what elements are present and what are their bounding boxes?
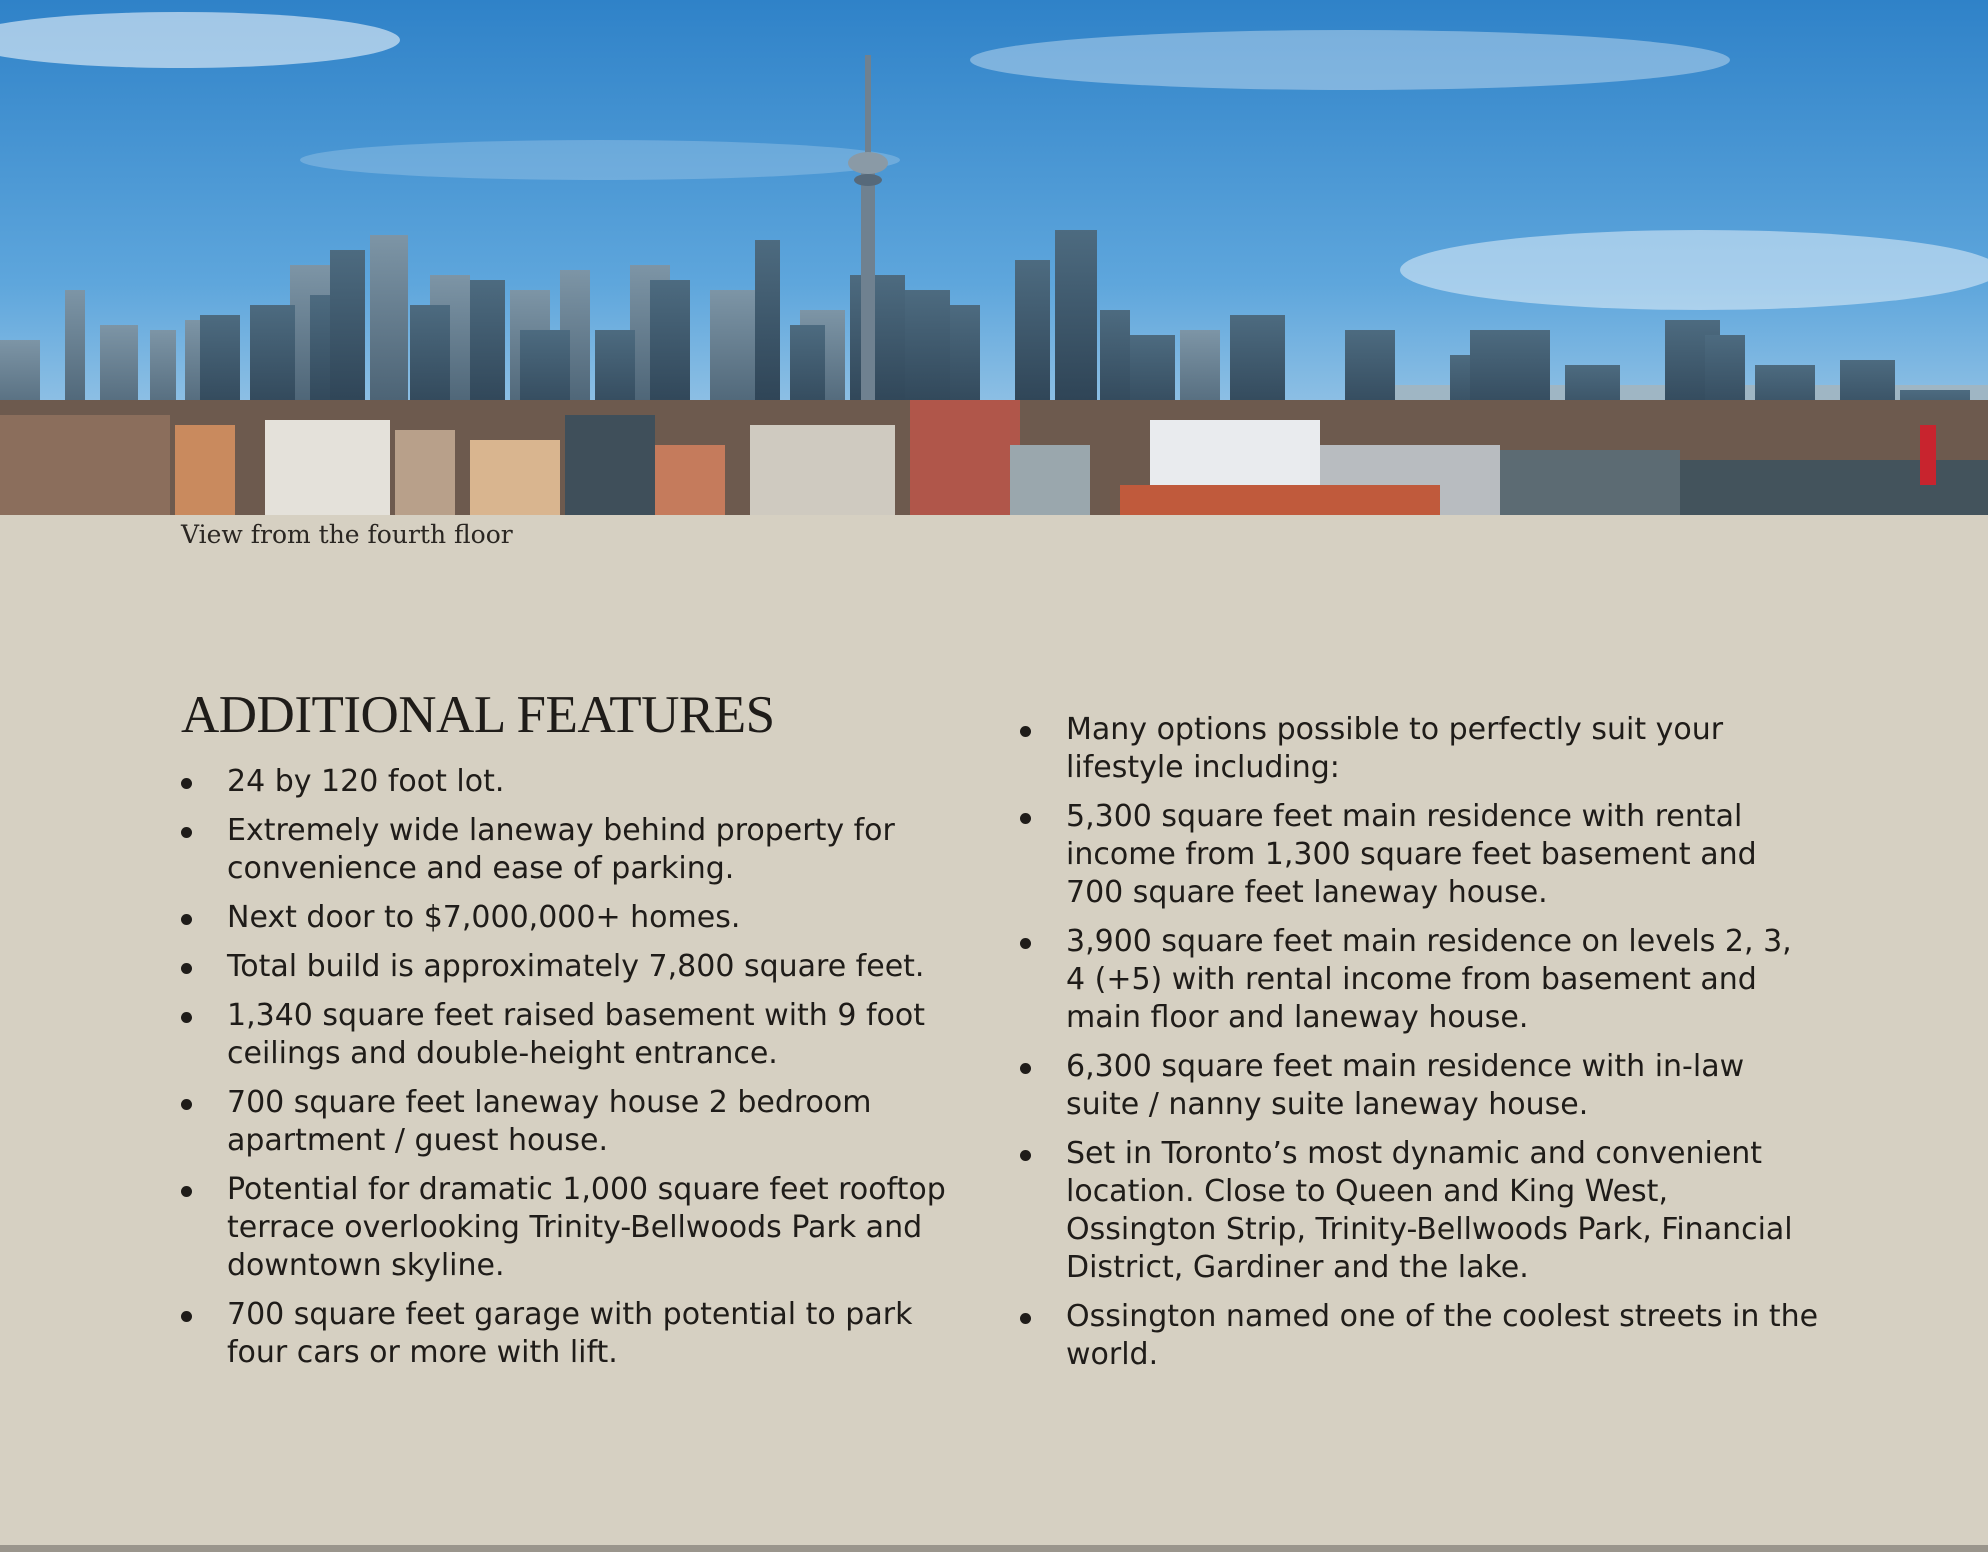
list-item	[181, 997, 981, 1073]
bullet-icon	[1020, 938, 1031, 949]
list-item	[1020, 798, 1820, 912]
list-item-text: Many options possible to perfectly suit your lifestyle including:	[1066, 712, 1724, 785]
list-item-text: 1,340 square feet raised basement with 9 foot ceilings and double-height entrance.	[227, 998, 925, 1071]
list-item	[1020, 923, 1820, 1037]
list-item-text: Set in Toronto’s most dynamic and convenient location. Close to Queen and King West, Ossington Strip, Trinity-Bellwoods Park, Financial District, Gardiner and the lake.	[1066, 1136, 1793, 1285]
bullet-icon	[181, 1099, 192, 1110]
list-item-text: 6,300 square feet main residence with in-law suite / nanny suite laneway house.	[1066, 1049, 1745, 1122]
list-item	[181, 1084, 981, 1160]
list-item-text: 700 square feet garage with potential to park four cars or more with lift.	[227, 1297, 913, 1370]
list-item-text: 3,900 square feet main residence on levels 2, 3, 4 (+5) with rental income from basement and main floor and laneway house.	[1066, 924, 1792, 1035]
list-item-text: 24 by 120 foot lot.	[227, 764, 505, 799]
skyline-photo	[0, 0, 1988, 515]
list-item	[181, 1296, 981, 1372]
list-item-text: Total build is approximately 7,800 square feet.	[227, 949, 925, 984]
list-item	[1020, 711, 1820, 787]
list-item-text: Ossington named one of the coolest streets in the world.	[1066, 1299, 1819, 1372]
bullet-icon	[181, 1186, 192, 1197]
list-item	[181, 763, 981, 801]
bullet-icon	[1020, 1313, 1031, 1324]
list-item-text: Next door to $7,000,000+ homes.	[227, 900, 741, 935]
bullet-icon	[181, 963, 192, 974]
bullet-icon	[1020, 726, 1031, 737]
photo-caption: View from the fourth floor	[181, 520, 513, 549]
list-item	[181, 899, 981, 937]
bullet-icon	[181, 778, 192, 789]
page-bottom-rule	[0, 1545, 1988, 1552]
list-item-text: 5,300 square feet main residence with rental income from 1,300 square feet basement and 700 square feet laneway house.	[1066, 799, 1757, 910]
features-list-right	[1020, 711, 1820, 1385]
list-item	[181, 948, 981, 986]
bullet-icon	[1020, 1063, 1031, 1074]
bullet-icon	[1020, 1150, 1031, 1161]
bullet-icon	[181, 1012, 192, 1023]
list-item-text: Potential for dramatic 1,000 square feet rooftop terrace overlooking Trinity-Bellwoods Park and downtown skyline.	[227, 1172, 946, 1283]
bullet-icon	[181, 914, 192, 925]
list-item	[1020, 1298, 1820, 1374]
list-item-text: Extremely wide laneway behind property for convenience and ease of parking.	[227, 813, 895, 886]
features-list-left	[181, 763, 981, 1383]
list-item	[181, 1171, 981, 1285]
list-item	[1020, 1048, 1820, 1124]
list-item	[181, 812, 981, 888]
bullet-icon	[1020, 813, 1031, 824]
city-skyline-illustration	[0, 0, 1988, 515]
list-item-text: 700 square feet laneway house 2 bedroom apartment / guest house.	[227, 1085, 872, 1158]
bullet-icon	[181, 827, 192, 838]
features-heading: ADDITIONAL FEATURES	[181, 686, 775, 744]
list-item	[1020, 1135, 1820, 1287]
bullet-icon	[181, 1311, 192, 1322]
